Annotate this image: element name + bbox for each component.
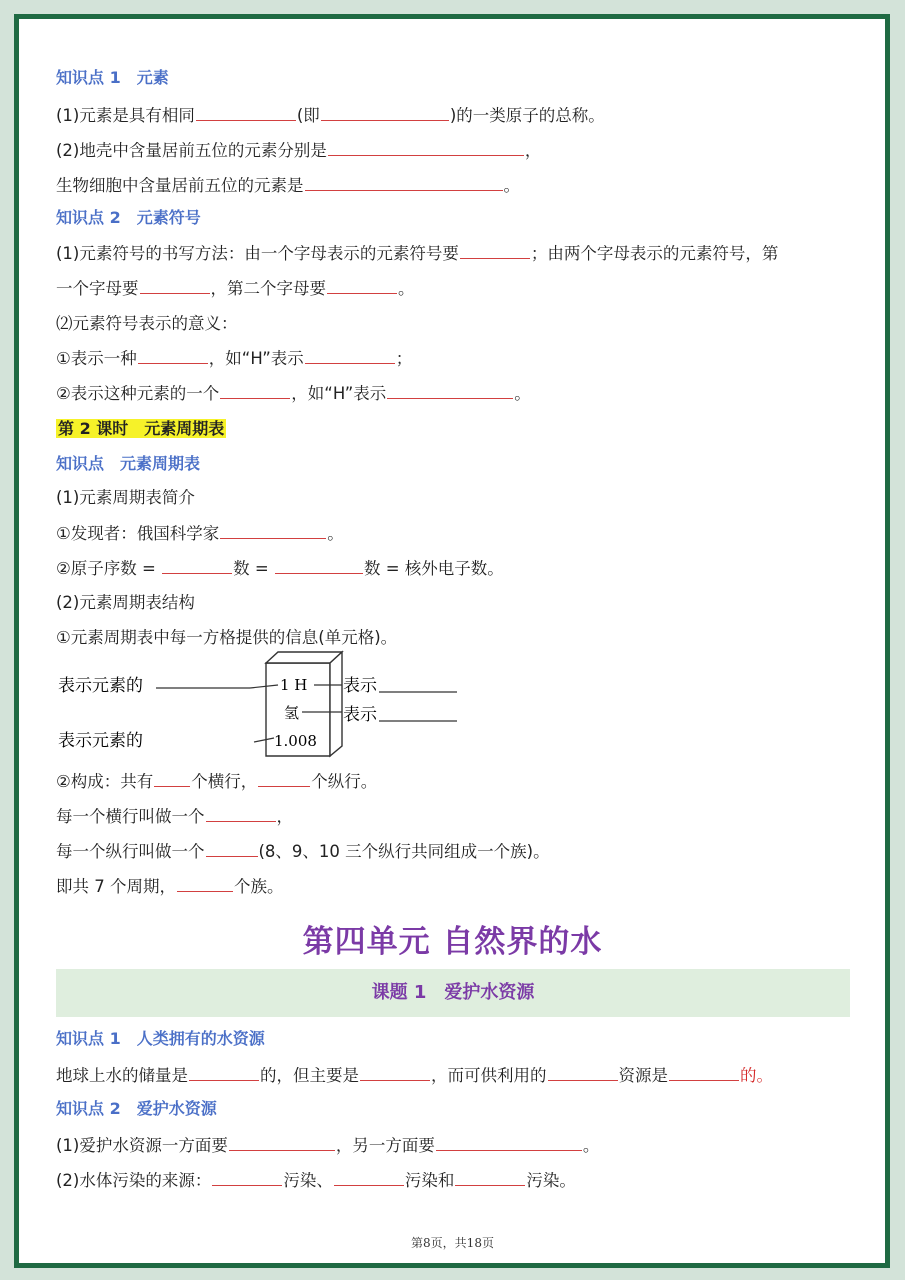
answer-blank[interactable] <box>206 840 258 857</box>
lesson-heading <box>56 418 226 440</box>
question-line <box>56 1134 599 1157</box>
text: (8、9、10 三个纵行共同组成一个族)。 <box>258 842 550 861</box>
text: ，如“H”表示 <box>291 384 387 403</box>
answer-blank[interactable] <box>140 277 210 294</box>
answer-blank[interactable] <box>321 104 449 121</box>
text: ②表示这种元素的一个 <box>56 384 220 403</box>
question-line <box>56 382 531 405</box>
answer-blank[interactable] <box>138 347 208 364</box>
answer-blank[interactable] <box>455 1169 525 1186</box>
highlighted-title: 第 2 课时 元素周期表 <box>58 419 225 438</box>
answer-blank[interactable] <box>229 1134 335 1151</box>
left-label-2: 表示元素的 <box>58 731 143 751</box>
answer-blank[interactable] <box>258 770 310 787</box>
text: ，第二个字母要 <box>210 279 326 298</box>
text: 。 <box>503 176 520 195</box>
text: 每一个横行叫做一个 <box>56 807 205 826</box>
text: 污染、 <box>283 1171 333 1190</box>
text: ， <box>276 807 293 826</box>
question-line <box>56 347 412 370</box>
answer-blank[interactable] <box>305 174 503 191</box>
answer-blank[interactable] <box>177 875 233 892</box>
question-line <box>56 805 293 828</box>
answer-blank[interactable] <box>334 1169 404 1186</box>
question-line: (2)元素周期表结构 <box>56 593 195 612</box>
text: 。 <box>582 1136 600 1155</box>
text: 生物细胞中含量居前五位的元素是 <box>56 176 304 195</box>
section-heading-protect-water: 知识点 2 爱护水资源 <box>56 1099 217 1118</box>
text: 个横行， <box>191 772 258 791</box>
question-line <box>56 139 541 162</box>
question-line: (1)元素周期表简介 <box>56 488 195 507</box>
atomic-mass: 1.008 <box>274 732 317 750</box>
text: 即共 7 个周期， <box>56 877 176 896</box>
lesson-title-banner: 课题 1 爱护水资源 <box>56 969 850 1017</box>
element-name: 氢 <box>284 704 300 722</box>
text: 。 <box>514 384 531 403</box>
text: 数 = 核外电子数。 <box>363 559 504 578</box>
answer-blank[interactable] <box>220 382 290 399</box>
answer-blank[interactable] <box>189 1064 259 1081</box>
question-line <box>56 104 605 127</box>
text: (1)元素符号的书写方法：由一个字母表示的元素符号要 <box>56 244 459 263</box>
text: 每一个纵行叫做一个 <box>56 842 205 861</box>
text: 的。 <box>740 1066 773 1085</box>
question-line <box>56 770 377 793</box>
text: 个族。 <box>234 877 284 896</box>
section-heading-symbol: 知识点 2 元素符号 <box>56 208 201 227</box>
answer-blank[interactable] <box>436 1134 582 1151</box>
text: ， <box>524 141 542 160</box>
text: 一个字母要 <box>56 279 139 298</box>
question-line <box>56 1064 773 1087</box>
text: 。 <box>398 279 415 298</box>
text: 数 = <box>233 559 269 578</box>
text: ，另一方面要 <box>335 1136 435 1155</box>
question-line <box>56 557 504 580</box>
text: (1)元素是具有相同 <box>56 106 195 125</box>
answer-blank[interactable] <box>669 1064 739 1081</box>
answer-blank[interactable] <box>212 1169 282 1186</box>
answer-blank[interactable] <box>327 277 397 294</box>
unit-title: 第四单元 自然界的水 <box>302 924 603 960</box>
element-symbol: 1 H <box>280 676 308 694</box>
text: 污染和 <box>404 1171 455 1190</box>
text: (2)地壳中含量居前五位的元素分别是 <box>56 141 327 160</box>
text: ①表示一种 <box>56 349 137 368</box>
text: ①发现者：俄国科学家 <box>56 524 220 543</box>
section-heading-element: 知识点 1 元素 <box>56 68 169 87</box>
text: ②构成：共有 <box>56 772 154 791</box>
element-cell-diagram <box>56 650 466 762</box>
text: (即 <box>296 106 320 125</box>
text: ，而可供利用的 <box>431 1066 547 1085</box>
text: ； <box>395 349 413 368</box>
answer-blank[interactable] <box>460 242 530 259</box>
text: ；由两个字母表示的元素符号，第 <box>530 244 779 263</box>
answer-blank[interactable] <box>154 770 190 787</box>
answer-blank[interactable] <box>328 139 524 156</box>
answer-blank[interactable] <box>275 557 363 574</box>
question-line: ①元素周期表中每一方格提供的信息(单元格)。 <box>56 628 398 647</box>
text: (1)爱护水资源一方面要 <box>56 1136 228 1155</box>
left-label-1: 表示元素的 <box>58 676 143 696</box>
text: 个纵行。 <box>311 772 378 791</box>
text: ②原子序数 = <box>56 559 156 578</box>
question-line <box>56 1169 576 1192</box>
right-label-2: 表示 <box>343 705 377 725</box>
question-line <box>56 242 778 265</box>
text: 地球上水的储量是 <box>56 1066 188 1085</box>
question-line <box>56 174 520 197</box>
section-heading-water-resources: 知识点 1 人类拥有的水资源 <box>56 1029 265 1048</box>
question-line <box>56 840 550 863</box>
text: 污染。 <box>526 1171 576 1190</box>
right-label-1: 表示 <box>343 676 377 696</box>
answer-blank[interactable] <box>360 1064 430 1081</box>
answer-blank[interactable] <box>548 1064 618 1081</box>
answer-blank[interactable] <box>196 104 296 121</box>
text: 。 <box>327 524 344 543</box>
question-line <box>56 522 344 545</box>
text: )的一类原子的总称。 <box>449 106 605 125</box>
text: (2)水体污染的来源： <box>56 1171 212 1190</box>
section-heading-periodic-table: 知识点 元素周期表 <box>56 454 201 473</box>
answer-blank[interactable] <box>220 522 326 539</box>
question-line: ⑵元素符号表示的意义： <box>56 314 238 333</box>
answer-blank[interactable] <box>162 557 232 574</box>
answer-blank[interactable] <box>305 347 395 364</box>
answer-blank[interactable] <box>387 382 513 399</box>
text: 的，但主要是 <box>260 1066 359 1085</box>
answer-blank[interactable] <box>206 805 276 822</box>
question-line <box>56 875 284 898</box>
question-line <box>56 277 415 300</box>
page-footer: 第8页，共18页 <box>411 1236 494 1250</box>
text: ，如“H”表示 <box>208 349 304 368</box>
text: 资源是 <box>618 1066 668 1085</box>
